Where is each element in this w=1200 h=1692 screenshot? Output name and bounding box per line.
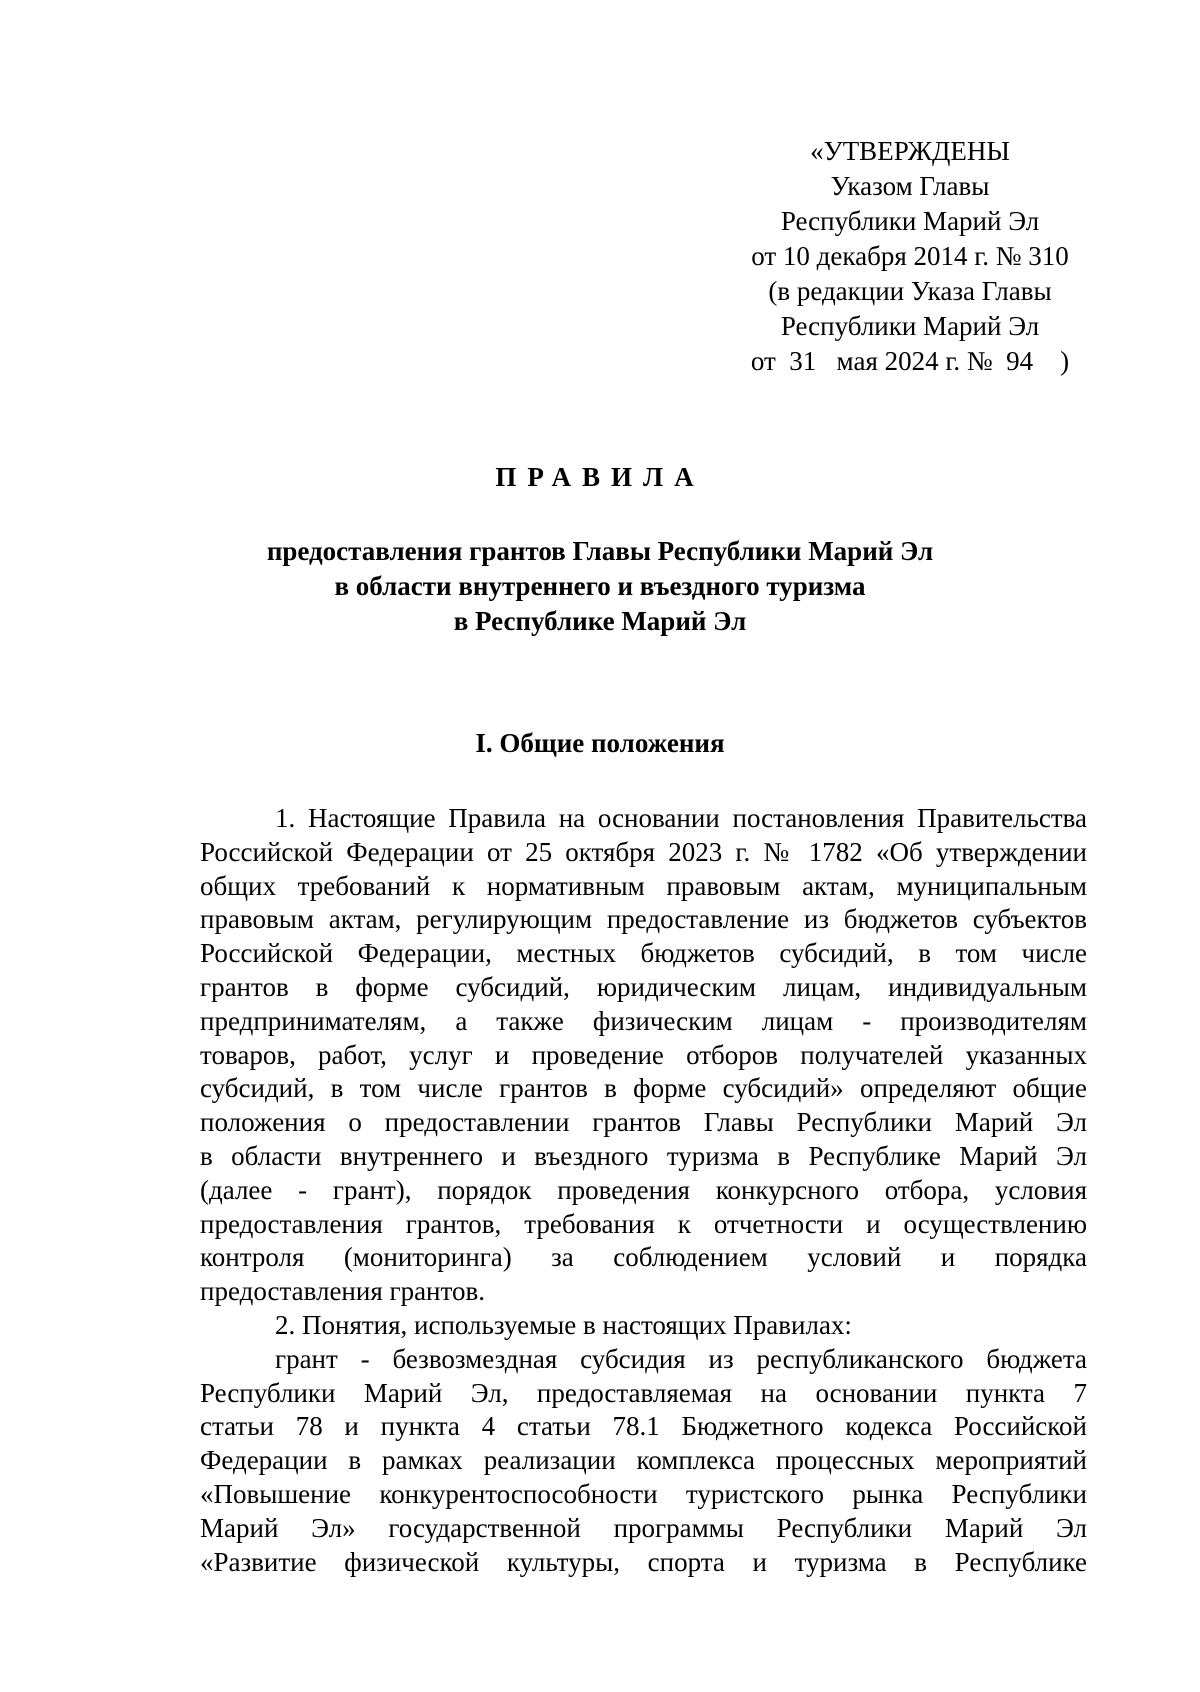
paragraph-line: правовым актам, регулирующим предоставление из бюджетов субъектов [200, 904, 1087, 935]
subtitle-line: в области внутреннего и въездного туризма [334, 571, 866, 601]
paragraph-line: (далее - грант), порядок проведения конкурсного отбора, условия [200, 1174, 1087, 1205]
paragraph-line: грант - безвозмездная субсидия из республиканского бюджета [275, 1343, 1087, 1374]
paragraph-line: Российской Федерации, местных бюджетов субсидий, в том числе [200, 938, 1087, 969]
subtitle-line: предоставления грантов Главы Республики Марий Эл [266, 536, 934, 566]
subtitle-line: в Республике Марий Эл [453, 606, 747, 636]
approval-line: Республики Марий Эл [780, 206, 1040, 236]
paragraph-line: «Повышение конкурентоспособности туристского рынка Республики [200, 1478, 1087, 1509]
approval-line: (в редакции Указа Главы [768, 276, 1052, 306]
approval-line: Республики Марий Эл [780, 311, 1040, 341]
document-subtitle [0, 534, 1200, 639]
paragraph-line: общих требований к нормативным правовым актам, муниципальным [200, 870, 1087, 901]
paragraph-line: в области внутреннего и въездного туризма в Республике Марий Эл [200, 1140, 1087, 1171]
paragraph-line: субсидий, в том числе грантов в форме субсидий» определяют общие [200, 1073, 1087, 1104]
paragraph-line: Республики Марий Эл, предоставляемая на основании пункта 7 [200, 1377, 1087, 1408]
paragraph-line: грантов в форме субсидий, юридическим лицам, индивидуальным [200, 971, 1087, 1002]
approval-line: Указом Главы [830, 171, 990, 201]
paragraph-line: Марий Эл» государственной программы Республики Марий Эл [200, 1512, 1087, 1543]
paragraph-line: предоставления грантов, требования к отчетности и осуществлению [200, 1208, 1087, 1239]
body-text [200, 802, 1087, 1579]
section-heading: I. Общие положения [475, 728, 725, 758]
document-title: ПРАВИЛА [495, 462, 705, 492]
paragraph-line: статьи 78 и пункта 4 статьи 78.1 Бюджетного кодекса Российской [200, 1411, 1087, 1442]
paragraph-line: Российской Федерации от 25 октября 2023 г. № 1782 «Об утверждении [200, 836, 1087, 867]
approval-block [730, 134, 1090, 379]
paragraph-line: 1. Настоящие Правила на основании постановления Правительства [275, 803, 1087, 833]
paragraph-line: контроля (мониторинга) за соблюдением условий и порядка [200, 1242, 1087, 1273]
paragraph-line: предоставления грантов. [200, 1276, 485, 1307]
paragraph-line: Федерации в рамках реализации комплекса процессных мероприятий [200, 1445, 1087, 1476]
paragraph-line: «Развитие физической культуры, спорта и туризма в Республике [200, 1546, 1087, 1577]
paragraph-line: положения о предоставлении грантов Главы Республики Марий Эл [200, 1107, 1087, 1138]
approval-line: от 31 мая 2024 г. № 94 ) [750, 346, 1070, 376]
approval-line: «УТВЕРЖДЕНЫ [810, 136, 1010, 166]
approval-line: от 10 декабря 2014 г. № 310 [751, 241, 1069, 271]
paragraph-line: товаров, работ, услуг и проведение отборов получателей указанных [200, 1039, 1087, 1070]
paragraph-line: 2. Понятия, используемые в настоящих Правилах: [275, 1309, 852, 1340]
paragraph-line: предпринимателям, а также физическим лицам - производителям [200, 1005, 1087, 1036]
